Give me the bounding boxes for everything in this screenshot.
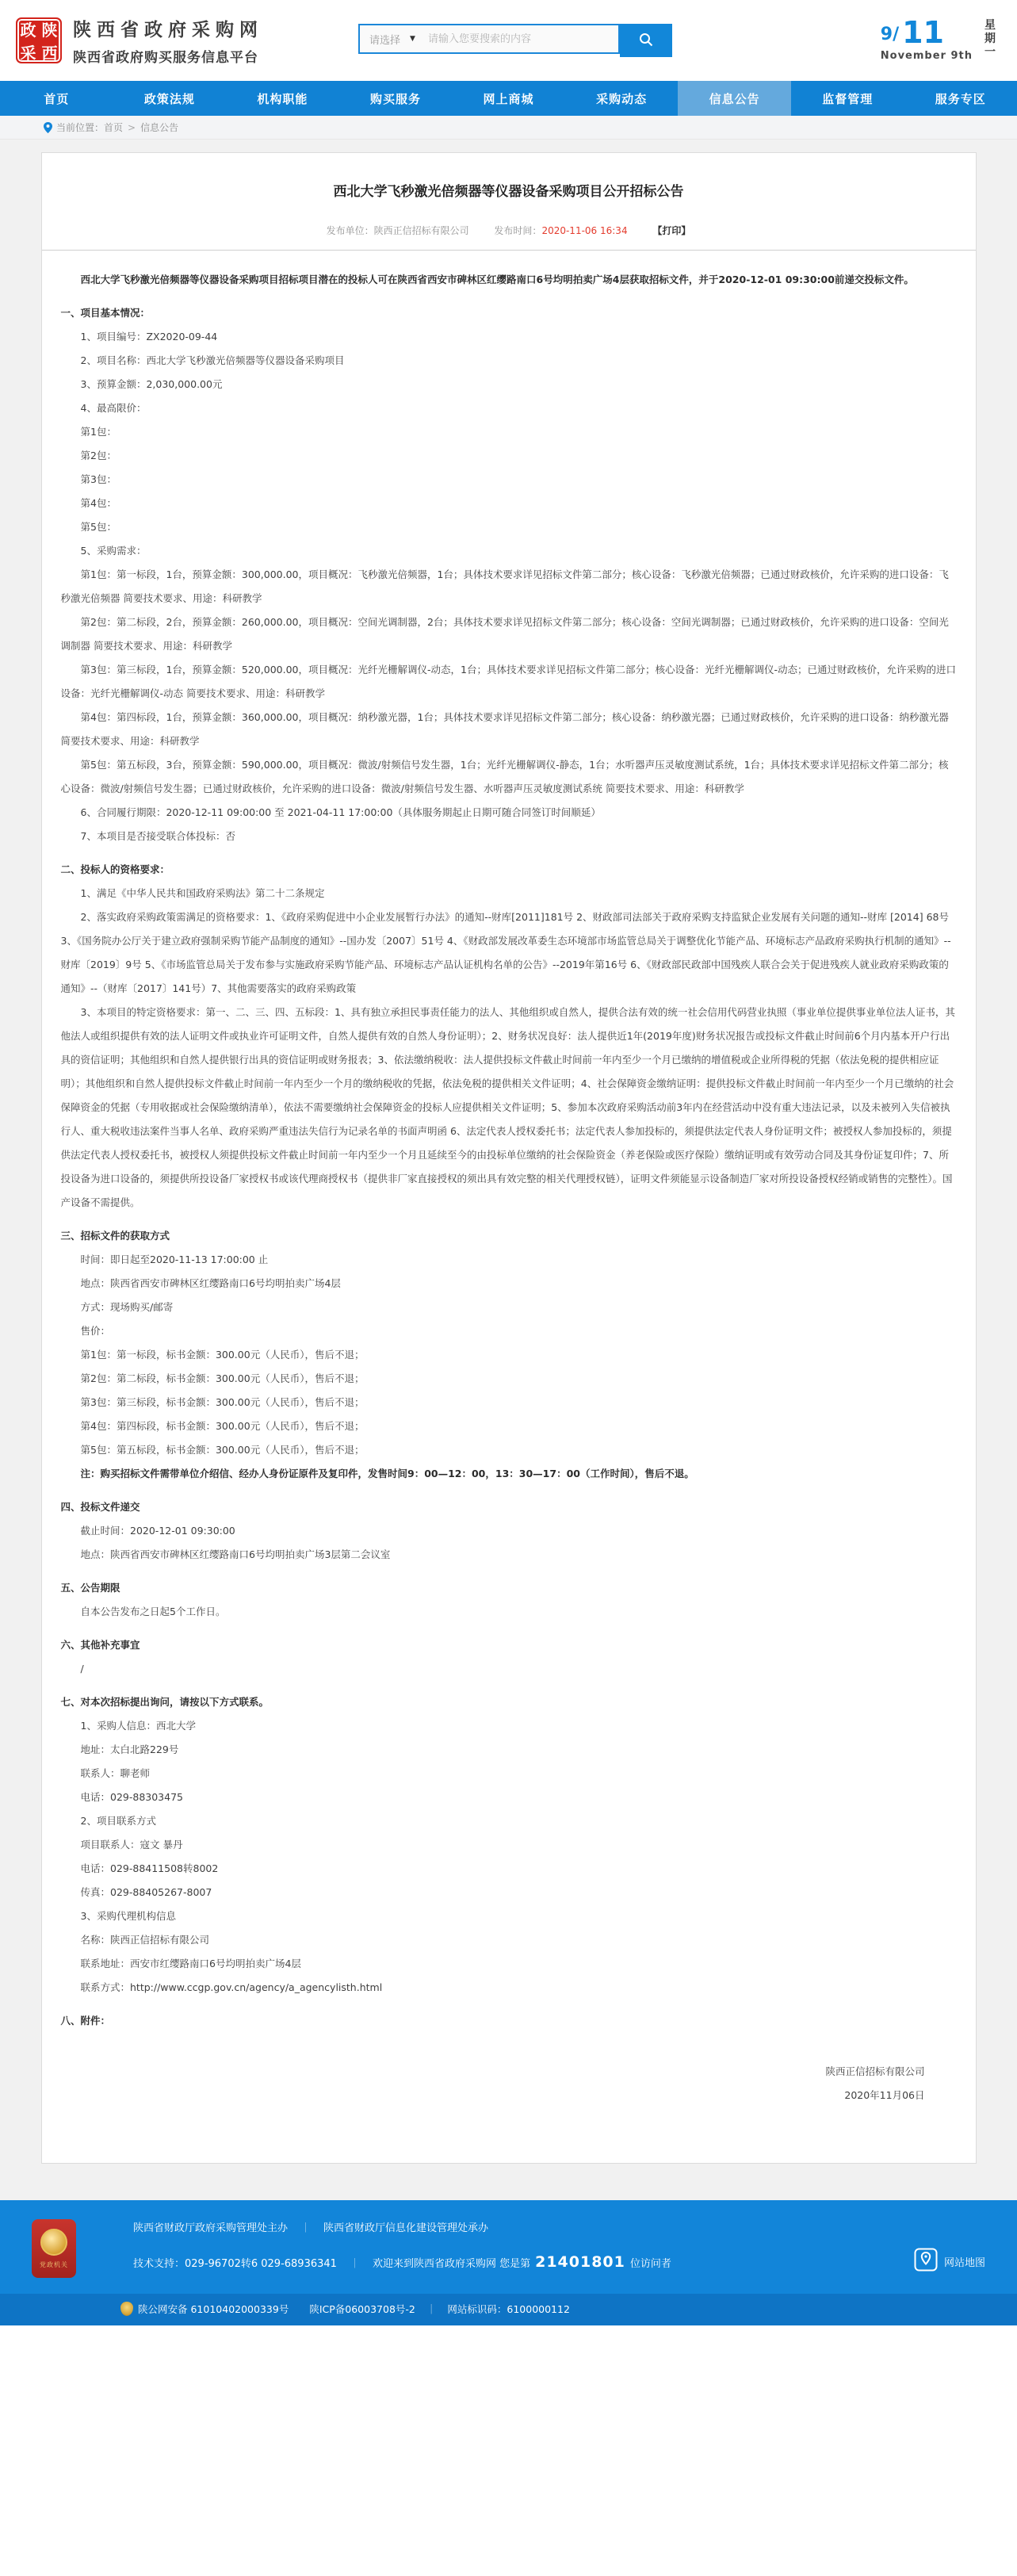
date-widget xyxy=(880,14,996,63)
page-title: 西北大学飞秒激光倍频器等仪器设备采购项目公开招标公告 xyxy=(333,184,684,200)
signature-company: 陕西正信招标有限公司 xyxy=(825,2065,925,2077)
article-body xyxy=(61,268,957,2033)
article-paragraph: 地点：陕西省西安市碑林区红缨路南口6号均明拍卖广场4层 xyxy=(80,1277,341,1289)
article-paragraph: 第1包： xyxy=(80,426,117,438)
article-paragraph: 地点：陕西省西安市碑林区红缨路南口6号均明拍卖广场3层第二会议室 xyxy=(80,1548,391,1560)
site-titles xyxy=(73,15,263,66)
article-paragraph: 第4包： xyxy=(80,497,117,509)
article-paragraph: 2、项目名称：西北大学飞秒激光倍频器等仪器设备采购项目 xyxy=(80,354,345,366)
publisher-value: 陕西正信招标有限公司 xyxy=(373,225,469,236)
signature-block xyxy=(61,2060,957,2107)
article-paragraph: 1、满足《中华人民共和国政府采购法》第二十二条规定 xyxy=(80,887,325,899)
nav-item-3[interactable]: 机构职能 xyxy=(257,91,308,106)
footer-organized-by: 陕西省财政厅信息化建设管理处承办 xyxy=(323,2222,489,2234)
signature-date: 2020年11月06日 xyxy=(844,2089,925,2101)
breadcrumb-home[interactable]: 首页 xyxy=(104,122,124,133)
article-paragraph: 4、最高限价： xyxy=(80,402,147,414)
sitemap-label: 网站地图 xyxy=(943,2256,985,2269)
article-paragraph: 第2包： xyxy=(80,450,117,461)
article-paragraph: 第4包：第四标段，1台，预算金额：360,000.00，项目概况：纳秒激光器，1台；具体技术要求详见招标文件第二部分；核心设备：纳秒激光器；已通过财政核价，允许采购的进口设备：纳秒激光器 简要技术要求、用途：科研教学 xyxy=(60,711,949,747)
site-logo-seal[interactable] xyxy=(16,17,62,63)
article-paragraph: 时间：即日起至2020-11-13 17:00:00 止 xyxy=(80,1254,269,1265)
footer-divider: ｜ xyxy=(300,2222,312,2234)
article-paragraph: 第2包：第二标段，标书金额：300.00元（人民币），售后不退； xyxy=(80,1372,365,1384)
article-paragraph: 传真：029-88405267-8007 xyxy=(80,1886,212,1898)
nav-item-6[interactable]: 采购动态 xyxy=(596,91,648,106)
article-paragraph: 1、项目编号：ZX2020-09-44 xyxy=(80,331,218,343)
article-paragraph: 3、采购代理机构信息 xyxy=(80,1910,176,1922)
article-paragraph: 地址：太白北路229号 xyxy=(80,1743,179,1755)
nav-item-1[interactable]: 首页 xyxy=(44,91,70,106)
footer-tech-support: 技术支持：029-96702转6 029-68936341 xyxy=(133,2257,337,2270)
article-paragraph: 2、项目联系方式 xyxy=(80,1815,156,1827)
sitemap-link[interactable] xyxy=(914,2248,985,2275)
nav-item-4[interactable]: 购买服务 xyxy=(369,91,421,106)
article-paragraph: 5、采购需求： xyxy=(80,545,147,557)
logo-char: 陕 xyxy=(41,21,58,40)
section-heading: 四、投标文件递交 xyxy=(60,1501,140,1513)
breadcrumb-current[interactable]: 信息公告 xyxy=(140,122,179,133)
security-badge-icon xyxy=(120,2302,133,2316)
article-paragraph: 注：购买招标文件需带单位介绍信、经办人身份证原件及复印件，发售时间9：00—12：00，13：30—17：00（工作时间），售后不退。 xyxy=(80,1468,694,1479)
publish-time-label: 发布时间： xyxy=(494,225,542,236)
nav-item-5[interactable]: 网上商城 xyxy=(483,91,534,106)
article-paragraph: 截止时间：2020-12-01 09:30:00 xyxy=(80,1525,235,1537)
date-english: November 9th xyxy=(880,50,973,63)
visitor-count: 21401801 xyxy=(535,2253,625,2271)
article-paragraph: 1、采购人信息：西北大学 xyxy=(80,1720,196,1732)
article-paragraph: 第5包： xyxy=(80,521,117,533)
article-paragraph: 名称：陕西正信招标有限公司 xyxy=(80,1934,210,1946)
site-header xyxy=(0,0,1017,81)
article-paragraph: 联系方式：http://www.ccgp.gov.cn/agency/a_agencylisth.html xyxy=(80,1981,383,1993)
article-paragraph: 第5包：第五标段，3台，预算金额：590,000.00，项目概况：微波/射频信号发生器，1台；光纤光栅解调仪-静态，1台；水听器声压灵敏度测试系统，1台；具体技术要求详见招标文件第二部分；核心设备：微波/射频信号发生器；已通过财政核价，允许采购的进口设备：微波/射频信号发生器、水听器声压灵敏度测试系统 简要技术要求、用途：科研教学 xyxy=(60,759,949,794)
footer-hosted-by: 陕西省财政厅政府采购管理处主办 xyxy=(133,2222,289,2234)
security-record[interactable]: 陕公网安备 61010402000339号 xyxy=(138,2303,289,2315)
article-paragraph: 3、本项目的特定资格要求：第一、二、三、四、五标段：1、具有独立承担民事责任能力的法人、其他组织或自然人，提供合法有效的统一社会信用代码营业执照（事业单位提供事业单位法人证书，其他法人或组织提供有效的法人证明文件或执业许可证明文件，自然人提供有效的自然人身份证明）；2、财务状况良好：法人提供近1年(2019年度)财务状况报告或投标文件截止时间前6个月内基本开户行出具的资信证明；其他组织和自然人提供银行出具的资信证明或财务报表；3、依法缴纳税收：法人提供投标文件截止时间前一年内至少一个月已缴纳的增值税或企业所得税的凭据（依法免税的提供相应证明）；其他组织和自然人提供投标文件截止时间前一年内至少一个月的缴纳税收的凭据，依法免税的提供相关文件证明；4、社会保障资金缴纳证明：提供投标文件截止时间前一年内至少一个月已缴纳的社会保障资金的凭据（专用收据或社会保险缴纳清单），依法不需要缴纳社会保障资金的投标人应提供相关文件证明；5、参加本次政府采购活动前3年内在经营活动中没有重大违法记录，以及未被列入失信被执行人、重大税收违法案件当事人名单、政府采购严重违法失信行为记录名单的书面声明函 6、法定代表人授权委托书；法定代表人参加投标的，须提供法定代表人身份证明文件；被授权人参加投标的，须提供法定代表人授权委托书，被授权人须提供投标文件截止时间前一年内至少一个月且延续至今的由投标单位缴纳的社会保险资金（养老保险或医疗保险）缴纳证明或有效劳动合同及其身份证复印件；7、所投设备为进口设备的，须提供所投设备厂家授权书或该代理商授权书（提供非厂家直接授权的须出具有效完整的相关代理授权链），证明文件须能显示设备制造厂家对所投设备授权经销或销售的完整性）。国产设备不需提供。 xyxy=(60,1006,955,1208)
emblem-label: 党政机关 xyxy=(40,2260,68,2268)
site-code: 网站标识码：6100000112 xyxy=(447,2303,570,2315)
article-paragraph: 第3包：第三标段，1台，预算金额：520,000.00，项目概况：光纤光栅解调仪-动态，1台；具体技术要求详见招标文件第二部分；核心设备：光纤光栅解调仪-动态；已通过财政核价，允许采购的进口设备：光纤光栅解调仪-动态 简要技术要求、用途：科研教学 xyxy=(60,664,956,699)
article-paragraph: 第3包：第三标段，标书金额：300.00元（人民币），售后不退； xyxy=(80,1396,365,1408)
footer-welcome-suffix: 位访问者 xyxy=(629,2257,671,2270)
article-paragraph: 电话：029-88411508转8002 xyxy=(80,1862,219,1874)
footer-divider: ｜ xyxy=(349,2257,360,2270)
article-paragraph: 第1包：第一标段，标书金额：300.00元（人民币），售后不退； xyxy=(80,1349,365,1361)
breadcrumb-prefix: 当前位置： xyxy=(56,122,105,133)
search-input[interactable] xyxy=(428,33,587,45)
breadcrumb-separator: > xyxy=(128,121,136,133)
footer-records xyxy=(0,2294,1017,2325)
print-button[interactable]: 【打印】 xyxy=(652,225,691,236)
search-category-select[interactable] xyxy=(369,32,415,47)
logo-char: 采 xyxy=(20,44,36,63)
footer-welcome-prefix: 欢迎来到陕西省政府采购网 您是第 xyxy=(372,2257,531,2270)
main-nav xyxy=(0,81,1017,116)
divider xyxy=(42,250,976,251)
section-heading: 六、其他补充事宜 xyxy=(60,1639,140,1651)
article-paragraph: 第1包：第一标段，1台，预算金额：300,000.00，项目概况：飞秒激光倍频器，1台；具体技术要求详见招标文件第二部分；核心设备：飞秒激光倍频器；已通过财政核价，允许采购的进口设备：飞秒激光倍频器 简要技术要求、用途：科研教学 xyxy=(60,568,949,604)
nav-item-9[interactable]: 服务专区 xyxy=(935,91,986,106)
article-paragraph: 西北大学飞秒激光倍频器等仪器设备采购项目招标项目潜在的投标人可在陕西省西安市碑林区红缨路南口6号均明拍卖广场4层获取招标文件，并于2020-12-01 09:30:00前递交投标文件。 xyxy=(80,274,914,285)
date-day: 11 xyxy=(902,14,944,50)
article-paragraph: 第3包： xyxy=(80,473,117,485)
article-paragraph: 联系人：聊老师 xyxy=(80,1767,151,1779)
icp-record[interactable]: 陕ICP备06003708号-2 xyxy=(309,2303,415,2315)
article-paragraph: 7、本项目是否接受联合体投标：否 xyxy=(80,830,235,842)
section-heading: 五、公告期限 xyxy=(60,1582,120,1594)
sitemap-icon xyxy=(914,2248,938,2275)
date-month: 9/ xyxy=(880,25,900,45)
article-paragraph: 3、预算金额：2,030,000.00元 xyxy=(80,378,223,390)
section-heading: 一、项目基本情况： xyxy=(60,307,151,319)
article-paragraph: / xyxy=(80,1663,84,1675)
article-paragraph: 电话：029-88303475 xyxy=(80,1791,183,1803)
article-paragraph: 方式：现场购买/邮寄 xyxy=(80,1301,174,1313)
section-heading: 八、附件： xyxy=(60,2015,111,2027)
article-meta xyxy=(61,224,957,237)
nav-item-8[interactable]: 监督管理 xyxy=(822,91,874,106)
footer xyxy=(0,2200,1017,2294)
article-paragraph: 6、合同履行期限：2020-12-11 09:00:00 至 2021-04-11 17:00:00（具体服务期起止日期可随合同签订时间顺延） xyxy=(80,806,601,818)
publisher-label: 发布单位： xyxy=(326,225,374,236)
section-heading: 二、投标人的资格要求： xyxy=(60,863,170,875)
government-emblem-icon xyxy=(32,2219,76,2278)
breadcrumb xyxy=(0,116,1017,140)
article-paragraph: 第5包：第五标段，标书金额：300.00元（人民币），售后不退； xyxy=(80,1444,365,1456)
article-paragraph: 第4包：第四标段，标书金额：300.00元（人民币），售后不退； xyxy=(80,1420,365,1432)
logo-char: 政 xyxy=(20,21,36,40)
chevron-down-icon: ▼ xyxy=(410,35,415,43)
announcement-card xyxy=(41,152,977,2164)
site-subtitle: 陕西省政府购买服务信息平台 xyxy=(73,50,258,66)
section-heading: 七、对本次招标提出询问，请按以下方式联系。 xyxy=(60,1696,270,1708)
search-select-label: 请选择 xyxy=(369,34,401,47)
footer-divider: ｜ xyxy=(426,2303,437,2315)
main-content xyxy=(0,140,1017,2200)
article-paragraph: 项目联系人：寇文 暴丹 xyxy=(80,1839,183,1851)
logo-char: 西 xyxy=(41,44,58,63)
section-heading: 三、招标文件的获取方式 xyxy=(60,1230,170,1242)
nav-item-2[interactable]: 政策法规 xyxy=(143,91,195,106)
article-paragraph: 2、落实政府采购政策需满足的资格要求：1、《政府采购促进中小企业发展暂行办法》的通知--财库[2011]181号 2、财政部司法部关于政府采购支持监狱企业发展有关问题的通知--财库 [2014] 68号 3、《国务院办公厅关于建立政府强制采购节能产品制度的通知》--国办发〔2007〕51号 4、《财政部发展改革委生态环境部市场监管总局关于调整优化节能产品、环境标志产品政府采购执行机制的通知》--财库〔2019〕9号 5、《市场监管总局关于发布参与实施政府采购节能产品、环境标志产品认证机构名单的公告》--2019年第16号 6、《财政部民政部中国残疾人联合会关于促进残疾人就业政府采购政策的通知》--（财库〔2017〕141号）7、其他需要落实的政府采购政策 xyxy=(60,911,951,994)
article-paragraph: 售价： xyxy=(80,1325,111,1337)
search-icon xyxy=(638,32,654,50)
search-area xyxy=(358,24,672,57)
location-pin-icon xyxy=(44,122,52,133)
date-weekday: 星期一 xyxy=(985,18,996,59)
article-paragraph: 联系地址：西安市红缨路南口6号均明拍卖广场4层 xyxy=(80,1958,301,1969)
publish-time-value: 2020-11-06 16:34 xyxy=(541,225,628,236)
nav-item-7[interactable]: 信息公告 xyxy=(678,81,791,116)
search-button[interactable] xyxy=(620,24,672,57)
article-paragraph: 自本公告发布之日起5个工作日。 xyxy=(80,1606,226,1617)
search-box xyxy=(358,24,620,54)
site-title: 陕西省政府采购网 xyxy=(73,20,263,40)
article-paragraph: 第2包：第二标段，2台，预算金额：260,000.00，项目概况：空间光调制器，2台；具体技术要求详见招标文件第二部分；核心设备：空间光调制器；已通过财政核价，允许采购的进口设备：空间光调制器 简要技术要求、用途：科研教学 xyxy=(60,616,949,652)
